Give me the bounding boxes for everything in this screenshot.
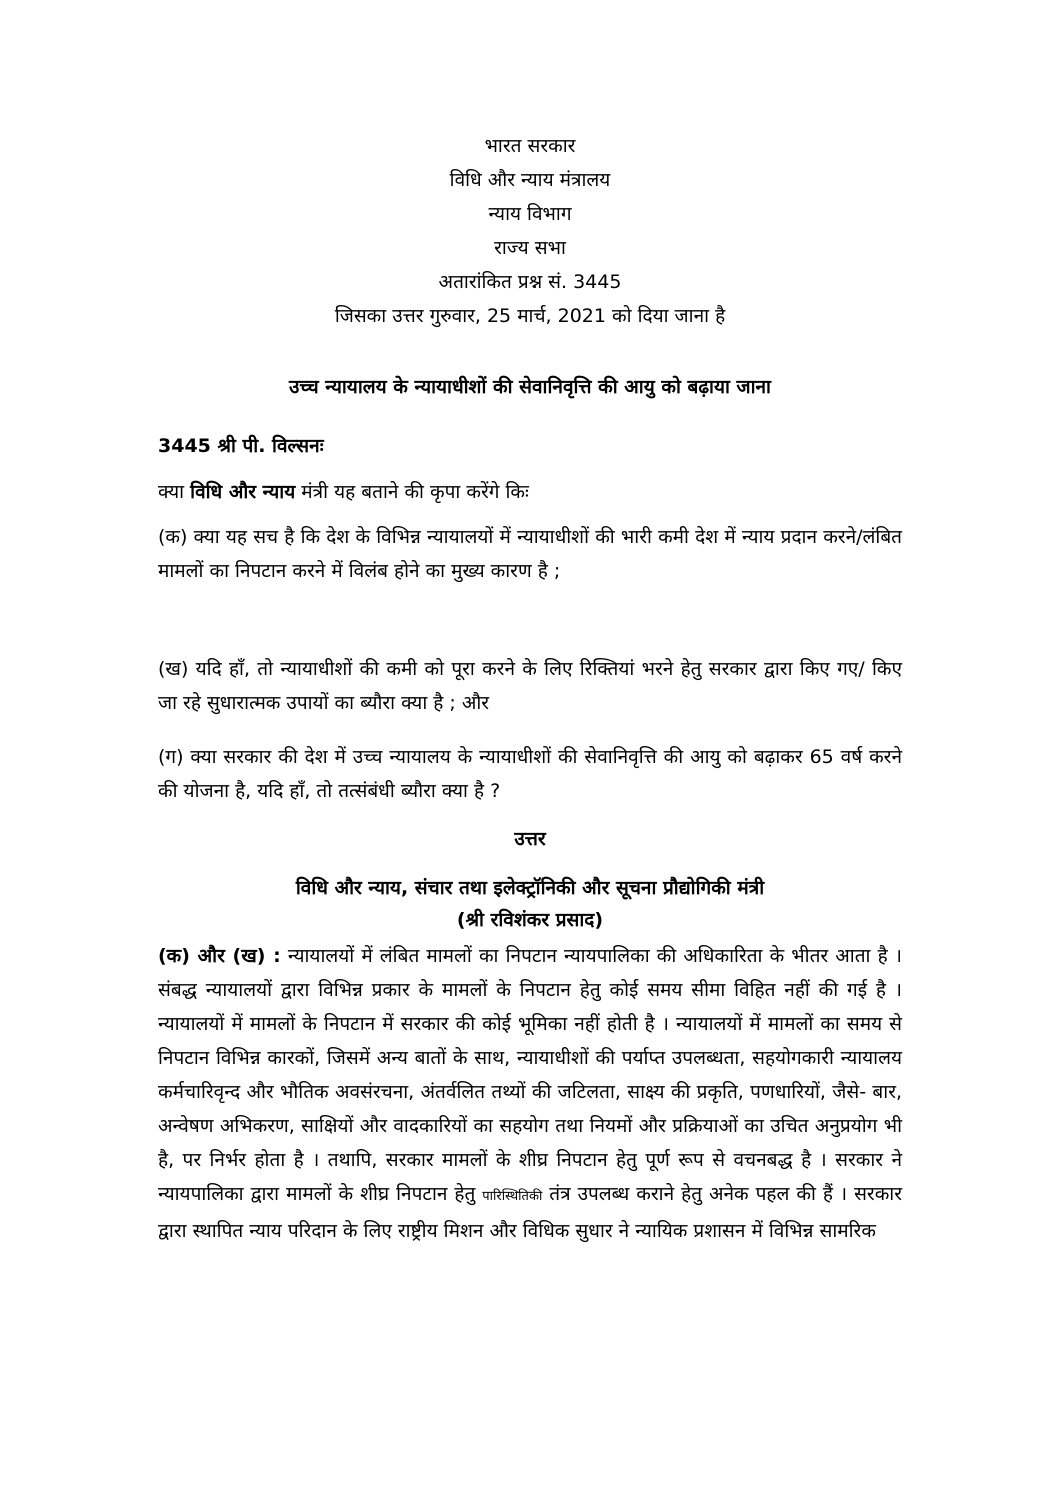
question-intro-prefix: क्या [158, 481, 191, 503]
header-department: न्याय विभाग [488, 203, 572, 225]
question-member: 3445 श्री पी. विल्सनः [158, 435, 324, 457]
answer-text-small: पारिस्थितिकी [482, 1189, 543, 1204]
answer-body [158, 939, 902, 1248]
question-intro-suffix: मंत्री यह बताने की कृपा करेंगे किः [295, 481, 529, 503]
answer-minister-title: विधि और न्याय, संचार तथा इलेक्ट्रॉनिकी और सूचना प्रौद्योगिकी मंत्री [295, 877, 765, 899]
document-header [100, 129, 960, 333]
question-part-a: (क) क्या यह सच है कि देश के विभिन्न न्यायालयों में न्यायाधीशों की भारी कमी देश में न्याय प्रदान करने/लंबित मामलों का निपटान करने में विलंब होने का मुख्य कारण है ; [158, 526, 902, 582]
question-intro [158, 475, 902, 509]
question-subject: उच्च न्यायालय के न्यायाधीशों की सेवानिवृत्ति की आयु को बढ़ाया जाना [289, 376, 771, 398]
header-ministry: विधि और न्याय मंत्रालय [449, 169, 611, 191]
answer-text-part1: न्यायालयों में लंबित मामलों का निपटान न्यायपालिका की अधिकारिता के भीतर आता है । संबद्ध न्यायालयों द्वारा विभिन्न प्रकार के मामलों के निपटान हेतु कोई समय सीमा विहित नहीं की गई है । न्यायालयों में मामलों के निपटान में सरकार की कोई भूमिका नहीं होती है । न्यायालयों में मामलों का समय से निपटान विभिन्न कारकों, जिसमें अन्य बातों के साथ, न्यायाधीशों की पर्याप्त उपलब्धता, सहयोगकारी न्यायालय कर्मचारिवृन्द और भौतिक अवसंरचना, अंतर्वलित तथ्यों की जटिलता, साक्ष्य की प्रकृति, पणधारियों, जैसे- बार, अन्वेषण अभिकरण, साक्षियों और वादकारियों का सहयोग तथा नियमों और प्रक्रियाओं का उचित अनुप्रयोग भी है, पर निर्भर होता है । तथापि, सरकार मामलों के शीघ्र निपटान हेतु पूर्ण रूप से वचनबद्ध है । सरकार ने न्यायपालिका द्वारा मामलों के शीघ्र निपटान हेतु [158, 945, 902, 1205]
answer-heading: उत्तर [514, 828, 546, 850]
question-intro-ministry: विधि और न्याय [190, 481, 296, 503]
header-answer-date: जिसका उत्तर गुरुवार, 25 मार्च, 2021 को दिया जाना है [334, 305, 726, 327]
header-question-number: अतारांकित प्रश्न सं. 3445 [438, 271, 622, 293]
header-government: भारत सरकार [484, 135, 576, 157]
header-house: राज्य सभा [494, 237, 566, 259]
answer-text-part2: तंत्र उपलब्ध कराने हेतु अनेक पहल की हैं । सरकार द्वारा स्थापित न्याय परिदान के लिए राष्ट्रीय मिशन और विधिक सुधार ने न्यायिक प्रशासन में विभिन्न सामरिक [158, 1183, 902, 1242]
question-part-b: (ख) यदि हाँ, तो न्यायाधीशों की कमी को पूरा करने के लिए रिक्तियां भरने हेतु सरकार द्वारा किए गए/ किए जा रहे सुधारात्मक उपायों का ब्यौरा क्या है ; और [158, 658, 902, 714]
answer-label: (क) और (ख) : [158, 945, 281, 967]
answer-minister-name: (श्री रविशंकर प्रसाद) [456, 909, 604, 931]
question-part-c: (ग) क्या सरकार की देश में उच्च न्यायालय के न्यायाधीशों की सेवानिवृत्ति की आयु को बढ़ाकर 65 वर्ष करने की योजना है, यदि हाँ, तो तत्संबंधी ब्यौरा क्या है ? [158, 746, 902, 802]
